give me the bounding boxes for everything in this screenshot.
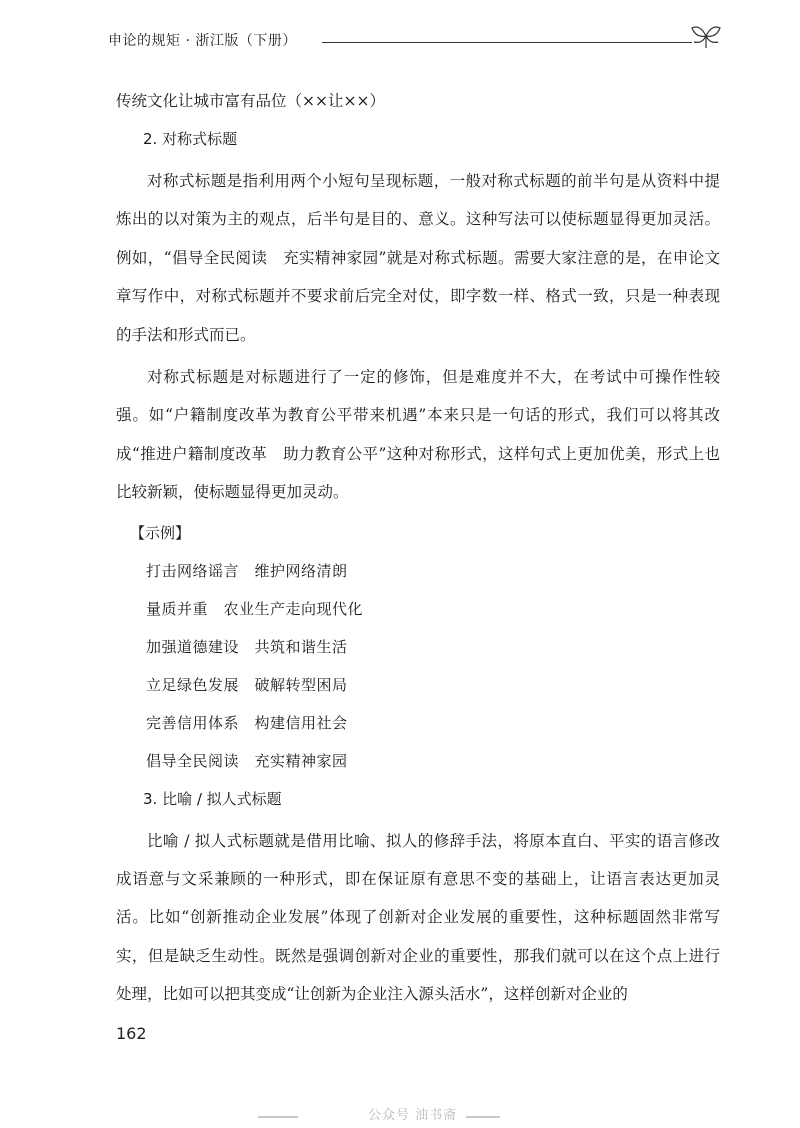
watermark: 公众号 油书斋: [368, 1108, 458, 1123]
sprout-icon: [686, 18, 726, 58]
example-item: 完善信用体系 构建信用社会: [146, 713, 348, 732]
example-item: 量质并重 农业生产走向现代化: [146, 599, 364, 618]
body-paragraph: 对称式标题是对标题进行了一定的修饰，但是难度并不大，在考试中可操作性较强。如“户籍制度改革为教育公平带来机遇”本来只是一句话的形式，我们可以将其改成“推进户籍制度改革 助力教育公平”这种对称形式，这样句式上更加优美，形式上也比较新颖，使标题显得更加灵动。: [116, 368, 720, 502]
scan-artifact: [258, 1116, 298, 1118]
header-rule: [322, 42, 692, 43]
body-paragraph: 对称式标题是指利用两个小短句呈现标题，一般对称式标题的前半句是从资料中提炼出的以对策为主的观点，后半句是目的、意义。这种写法可以使标题显得更加灵活。例如，“倡导全民阅读 充实精神家园”就是对称式标题。需要大家注意的是，在申论文章写作中，对称式标题并不要求前后完全对仗，即字数一样、格式一致，只是一种表现的手法和形式而已。: [116, 172, 720, 344]
example-item: 打击网络谣言 维护网络清朗: [146, 561, 348, 580]
running-title: 申论的规矩 · 浙江版（下册）: [108, 30, 303, 50]
page-header: [108, 26, 720, 56]
example-item: 倡导全民阅读 充实精神家园: [146, 751, 348, 770]
scan-artifact: [466, 1116, 500, 1118]
page-number: 162: [116, 1024, 147, 1043]
example-item: 立足绿色发展 破解转型困局: [146, 675, 348, 694]
example-item: 加强道德建设 共筑和谐生活: [146, 637, 348, 656]
example-label: 【示例】: [130, 523, 191, 542]
example-title-line: 传统文化让城市富有品位（××让××）: [116, 92, 385, 110]
body-paragraph: 比喻 / 拟人式标题就是借用比喻、拟人的修辞手法，将原本直白、平实的语言修改成语意与文采兼顾的一种形式，即在保证原有意思不变的基础上，让语言表达更加灵活。比如“创新推动企业发展”体现了创新对企业发展的重要性，这种标题固然非常写实，但是缺乏生动性。既然是强调创新对企业的重要性，那我们就可以在这个点上进行处理，比如可以把其变成“让创新为企业注入源头活水”，这样创新对企业的: [116, 831, 720, 1004]
section-heading-metaphor: 3. 比喻 / 拟人式标题: [143, 789, 282, 808]
section-heading-symmetric: 2. 对称式标题: [143, 130, 238, 148]
page-body: [116, 86, 720, 1018]
